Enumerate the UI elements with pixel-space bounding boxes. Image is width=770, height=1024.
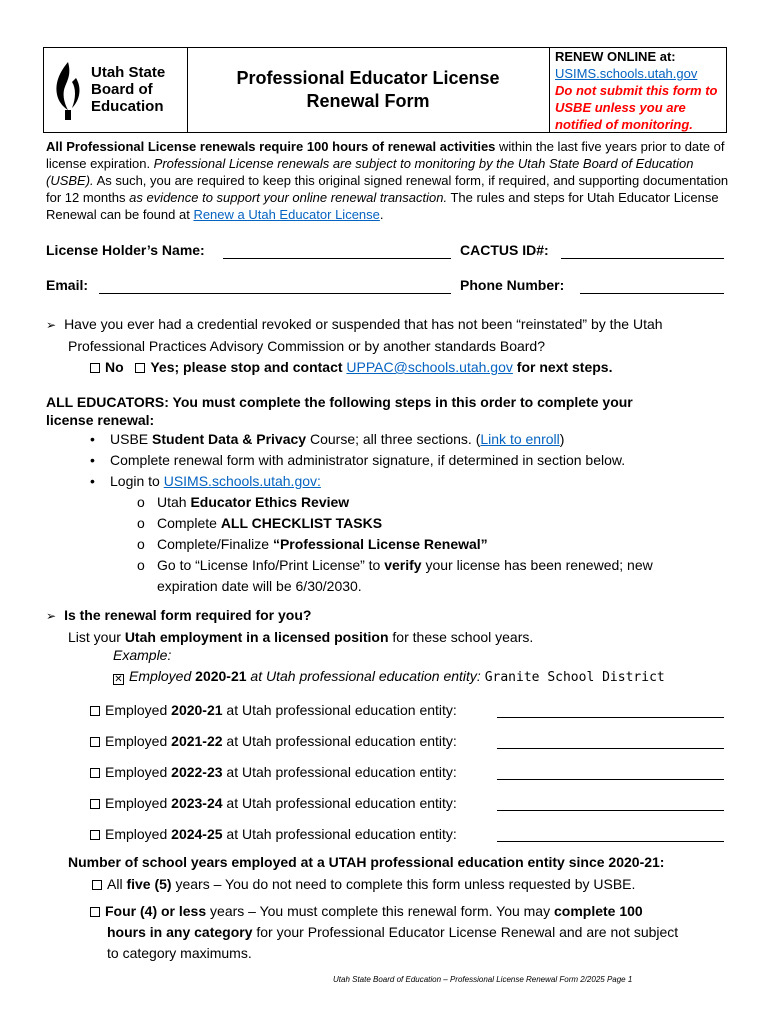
substep-3-pre: Complete/Finalize: [157, 536, 273, 552]
substep-1-bold: Educator Ethics Review: [190, 494, 350, 510]
required-section: [46, 605, 746, 648]
employment-checkbox[interactable]: [90, 768, 100, 778]
steps-list: [90, 429, 750, 492]
monitoring-notice: Do not submit this form to USBE unless you are notified of monitoring.: [555, 83, 718, 132]
years-heading: Number of school years employed at a UTAH professional education entity since 2020-21:: [68, 854, 665, 870]
step-1: • USBE Student Data & Privacy Course; all three sections. (Link to enroll): [90, 431, 565, 447]
substep-4-post: your license has been renewed; new: [421, 557, 653, 573]
employment-row: Employed 2022-23 at Utah professional education entity:: [90, 762, 457, 783]
example-year: 2020-21: [195, 668, 247, 684]
five-years-checkbox[interactable]: [92, 880, 102, 890]
torch-flame-icon: [50, 60, 86, 122]
logo-text-line3: Education: [91, 98, 164, 115]
enroll-link[interactable]: Link to enroll: [480, 431, 560, 447]
employment-entity-field[interactable]: [497, 793, 724, 811]
cactus-label: CACTUS ID#:: [460, 242, 549, 258]
substep-2-pre: Complete: [157, 515, 221, 531]
employment-checkbox[interactable]: [90, 737, 100, 747]
all-educators-heading-line1: ALL EDUCATORS: You must complete the following steps in this order to complete your: [46, 394, 633, 410]
substep-1: o Utah Educator Ethics Review: [137, 494, 350, 510]
substep-4: o Go to “License Info/Print License” to verify your license has been renewed; new: [137, 557, 653, 573]
renew-license-link[interactable]: Renew a Utah Educator License: [193, 207, 380, 222]
intro-italic1: Professional License renewals are subject to monitoring by the Utah State Board of Education (USBE).: [46, 156, 694, 188]
intro-text3: The rules and steps for Utah Educator License Renewal can be found at: [46, 190, 719, 222]
employment-row: Employed 2024-25 at Utah professional education entity:: [90, 824, 457, 845]
yes-end: for next steps.: [516, 359, 613, 375]
substep-3: o Complete/Finalize “Professional License Renewal”: [137, 536, 488, 552]
email-label: Email:: [46, 277, 89, 293]
employment-year: 2023-24: [171, 795, 223, 811]
substep-4-bold: verify: [384, 557, 422, 573]
uppac-email-link[interactable]: UPPAC@schools.utah.gov: [346, 359, 513, 375]
logo-text-line1: Utah State: [91, 64, 166, 81]
arrow-bullet-icon: ➢: [46, 318, 57, 332]
renew-online-box: [555, 48, 727, 133]
employment-row: Employed 2023-24 at Utah professional education entity:: [90, 793, 457, 814]
phone-label: Phone Number:: [460, 277, 565, 293]
employment-year: 2022-23: [171, 764, 223, 780]
intro-end: .: [379, 207, 384, 222]
four-or-less-checkbox[interactable]: [90, 907, 100, 917]
example-mid: at Utah professional education entity:: [246, 668, 485, 684]
email-field[interactable]: [99, 277, 451, 294]
employment-checkbox[interactable]: [90, 706, 100, 716]
yes-label: Yes; please stop and contact: [150, 359, 343, 375]
no-checkbox[interactable]: [90, 363, 100, 373]
intro-text1: within the last five years prior to date of license expiration.: [46, 139, 725, 171]
intro-paragraph: [46, 138, 730, 223]
substep-3-bold: “Professional License Renewal”: [272, 536, 488, 552]
employment-year: 2021-22: [171, 733, 223, 749]
employment-year: 2020-21: [171, 702, 223, 718]
step-3: • Login to USIMS.schools.utah.gov:: [90, 473, 321, 489]
step-1-post: Course; all three sections. (: [306, 431, 481, 447]
revoked-question: [46, 314, 746, 357]
step-2-text: Complete renewal form with administrator signature, if determined in section below.: [110, 452, 626, 468]
employment-checkbox[interactable]: [90, 799, 100, 809]
step-1-bold: Student Data & Privacy: [152, 431, 307, 447]
step-2: • Complete renewal form with administrator signature, if determined in section below.: [90, 452, 626, 468]
required-list-pre: List your: [68, 629, 125, 645]
no-label: No: [105, 359, 124, 375]
example-handwritten-entity: Granite School District: [484, 670, 665, 685]
revoked-answers: [90, 357, 612, 378]
employment-year: 2024-25: [171, 826, 223, 842]
checked-box-icon: ✕: [114, 674, 123, 685]
employment-entity-field[interactable]: [497, 824, 724, 842]
example-pre: Employed: [129, 668, 196, 684]
form-title-line1: Professional Educator License: [236, 68, 500, 88]
all-educators-heading: [46, 393, 746, 429]
all-educators-heading-line2: license renewal:: [46, 412, 155, 428]
substep-4-line2: expiration date will be 6/30/2030.: [157, 578, 362, 594]
employment-entity-field[interactable]: [497, 700, 724, 718]
usims-link[interactable]: USIMS.schools.utah.gov: [555, 66, 698, 81]
substep-2-bold: ALL CHECKLIST TASKS: [220, 515, 383, 531]
cactus-field[interactable]: [561, 242, 724, 259]
required-list-bold: Utah employment in a licensed position: [124, 629, 389, 645]
employment-entity-field[interactable]: [497, 731, 724, 749]
name-label: License Holder’s Name:: [46, 242, 205, 258]
step-3-pre: Login to: [110, 473, 164, 489]
required-list-post: for these school years.: [388, 629, 534, 645]
form-title-line2: Renewal Form: [306, 91, 430, 111]
five-years-option: All five (5) years – You do not need to complete this form unless requested by USBE.: [92, 874, 635, 895]
intro-text2: As such, you are required to keep this original signed renewal form, if required, and supporting documentation for 12 months: [46, 173, 729, 205]
intro-italic2: as evidence to support your online renewal transaction.: [129, 190, 448, 205]
example-row: [113, 666, 665, 688]
logo-text-line2: Board of: [91, 81, 153, 98]
header-box: [43, 47, 727, 133]
substep-1-pre: Utah: [157, 494, 191, 510]
revoked-question-line1: Have you ever had a credential revoked or suspended that has not been “reinstated” by the Utah: [64, 316, 663, 332]
substep-4-pre: Go to “License Info/Print License” to: [157, 557, 385, 573]
required-heading: Is the renewal form required for you?: [64, 607, 312, 623]
step-1-end: ): [559, 431, 565, 447]
form-title: [187, 48, 550, 132]
arrow-bullet-icon-2: ➢: [46, 609, 57, 623]
phone-field[interactable]: [580, 277, 724, 294]
example-label: Example:: [113, 647, 172, 663]
yes-checkbox[interactable]: [135, 363, 145, 373]
employment-entity-field[interactable]: [497, 762, 724, 780]
intro-bold-lead: All Professional License renewals require 100 hours of renewal activities: [46, 139, 496, 154]
usims-login-link[interactable]: USIMS.schools.utah.gov:: [163, 473, 321, 489]
employment-checkbox[interactable]: [90, 830, 100, 840]
employment-row: Employed 2020-21 at Utah professional education entity:: [90, 700, 457, 721]
revoked-question-line2: Professional Practices Advisory Commission or by another standards Board?: [68, 338, 545, 354]
step-1-pre: USBE: [110, 431, 153, 447]
page-footer: Utah State Board of Education – Professional License Renewal Form 2/2025 Page 1: [333, 975, 633, 984]
renew-online-label: RENEW ONLINE at:: [555, 49, 676, 64]
substep-2: o Complete ALL CHECKLIST TASKS: [137, 515, 383, 531]
four-or-less-option: Four (4) or less years – You must complete this renewal form. You may complete 100 hours in any category for your Professional Educator License Renewal and are not subject to category maximums.: [90, 901, 740, 964]
employment-row: Employed 2021-22 at Utah professional education entity:: [90, 731, 457, 752]
substeps-list: [137, 492, 737, 597]
usbe-logo: [44, 48, 188, 132]
name-field[interactable]: [223, 242, 451, 259]
